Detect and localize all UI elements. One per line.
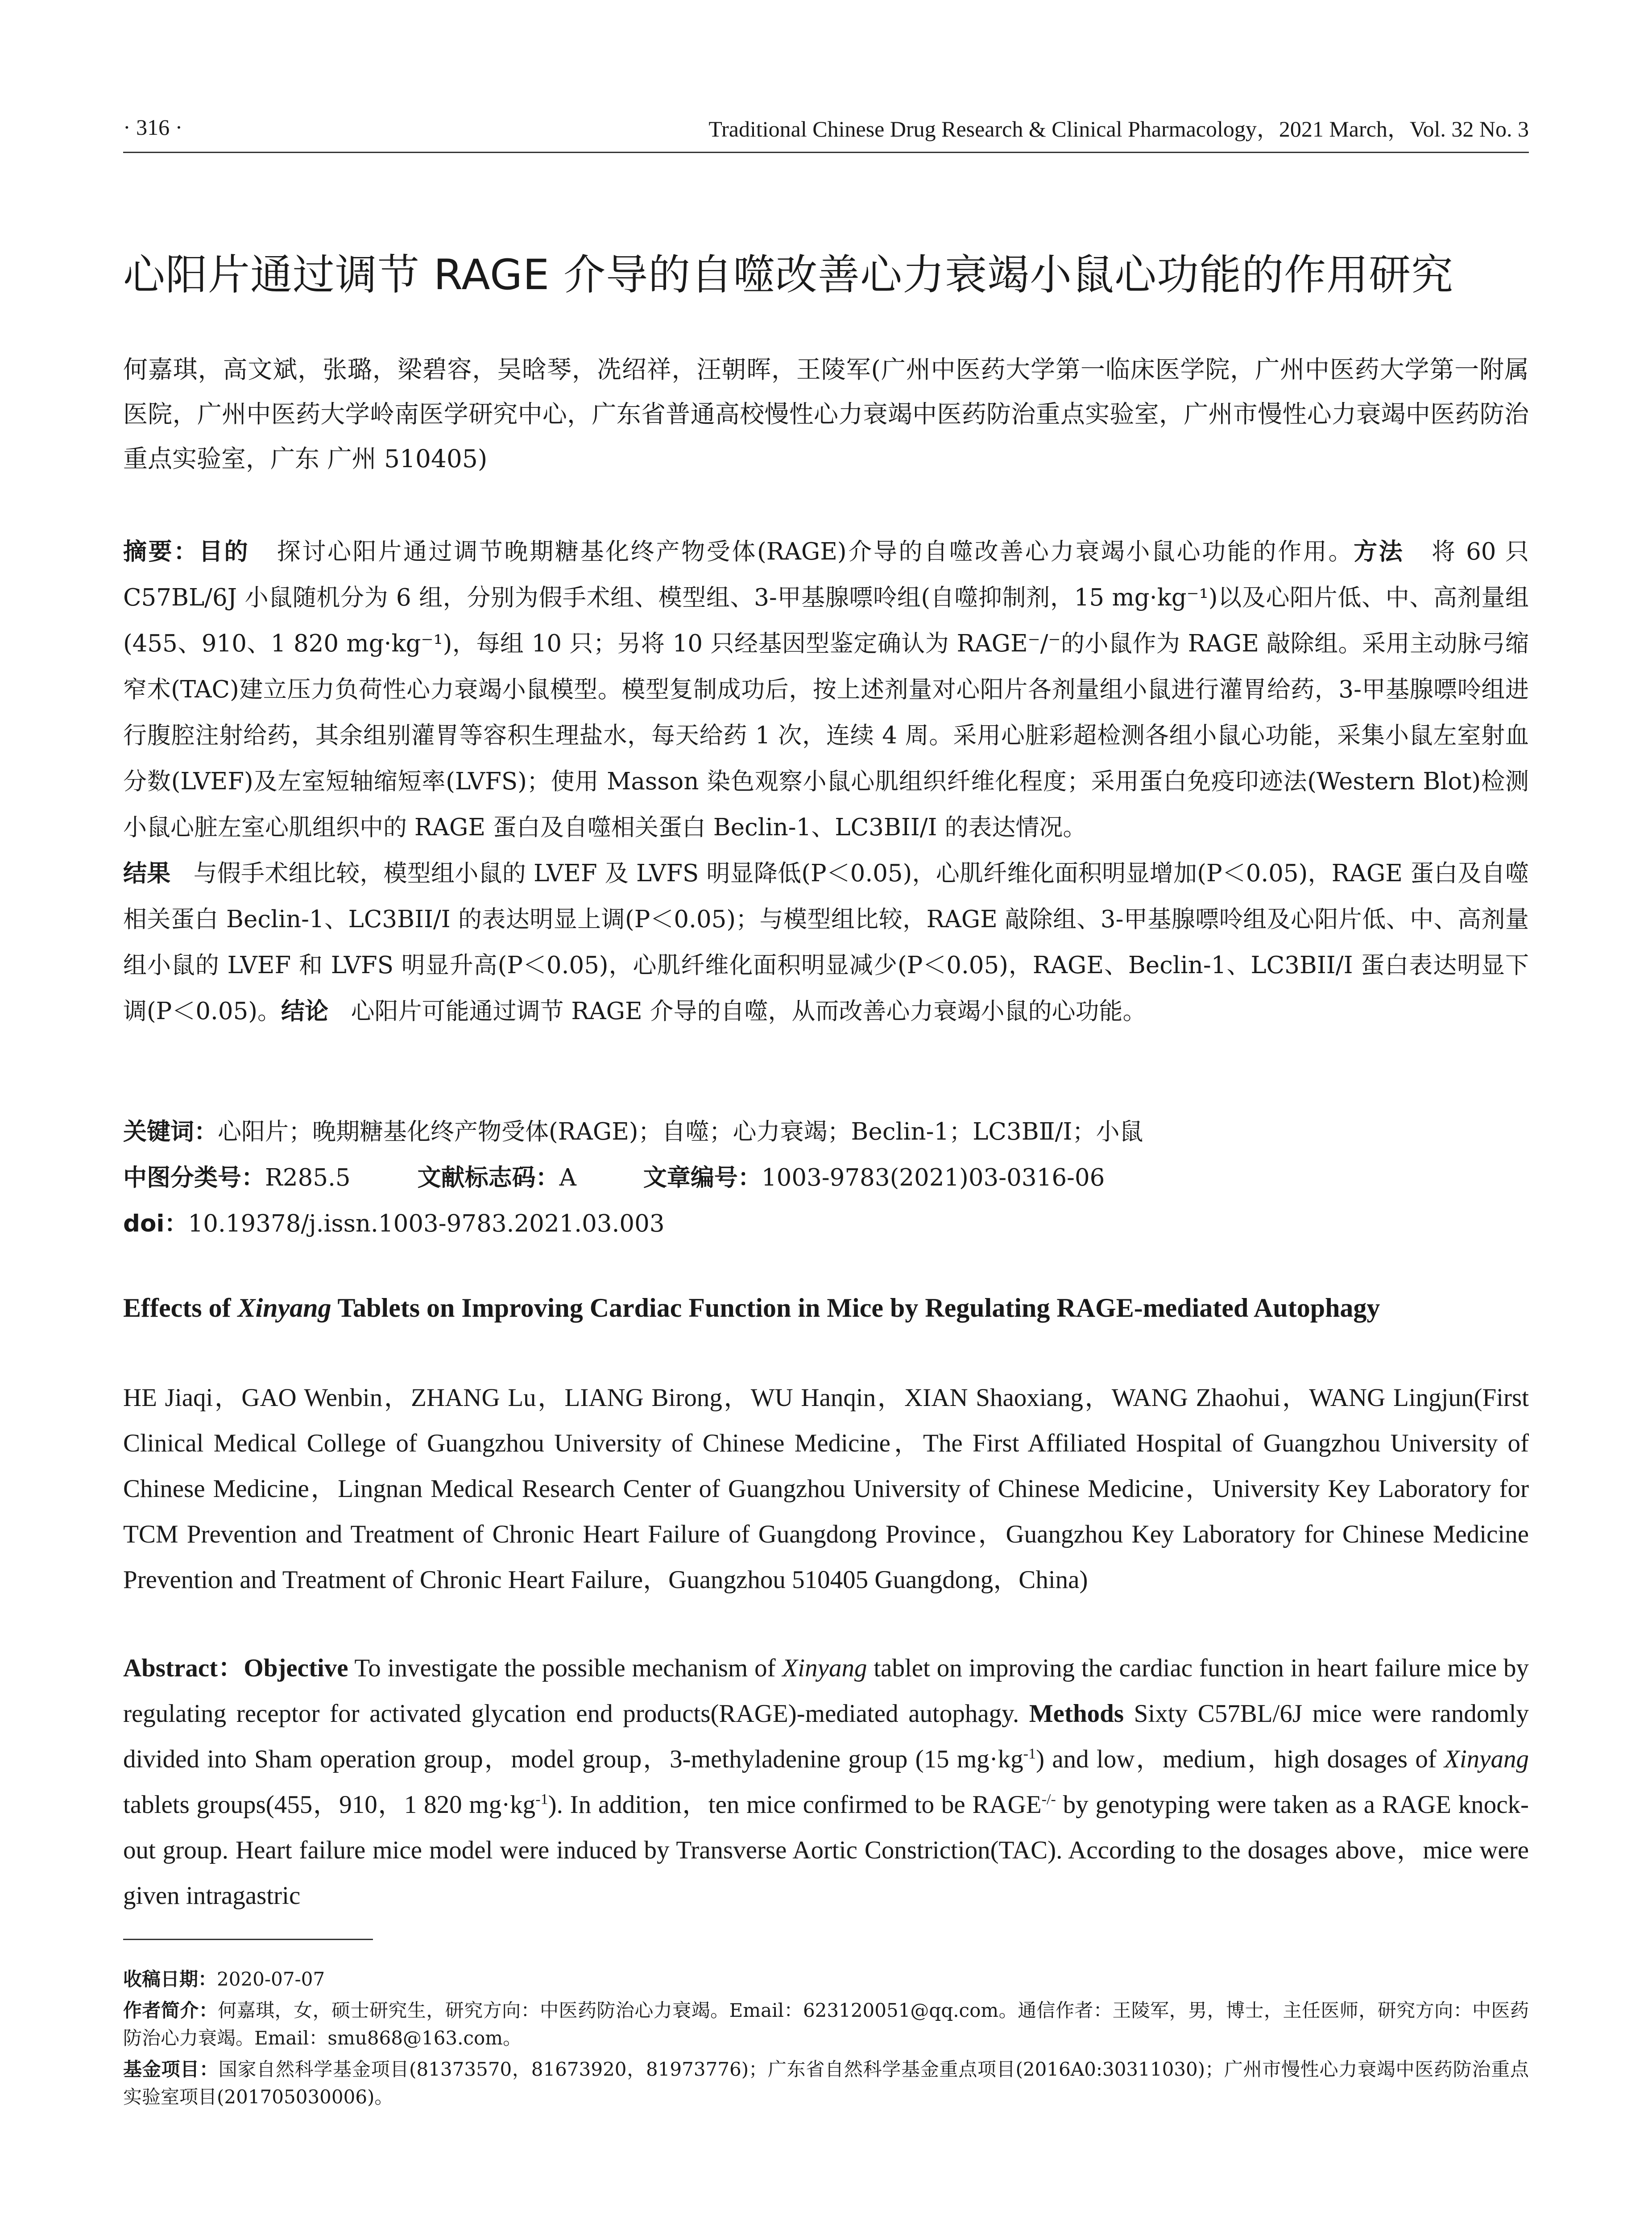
clc-value: R285.5 (265, 1164, 351, 1191)
classification-line (123, 1155, 1529, 1201)
authors-affiliations-cn: 何嘉琪，高文斌，张璐，梁碧容，吴晗琴，冼绍祥，汪朝晖，王陵军(广州中医药大学第一临床医学院，广州中医药大学第一附属医院，广州中医药大学岭南医学研究中心，广东省普通高校慢性心力衰竭中医药防治重点实验室，广州市慢性心力衰竭中医药防治重点实验室，广东 广州 510405) (123, 355, 1529, 473)
conclusion-text: 心阳片可能通过调节 RAGE 介导的自噬，从而改善心力衰竭小鼠的心功能。 (351, 998, 1147, 1025)
keywords-label: 关键词： (123, 1118, 218, 1145)
abstract-en-label: Abstract： (123, 1654, 244, 1682)
doi-label: doi： (123, 1210, 188, 1237)
abstract-en-text: tablets groups(455，910，1 820 mg·kg (123, 1791, 536, 1819)
funding-label: 基金项目： (123, 2058, 219, 2080)
superscript: -1 (535, 1791, 548, 1808)
title-en-part: Tablets on Improving Cardiac Function in Mice by Regulating RAGE-mediated Autophagy (331, 1293, 1380, 1323)
abstract-en (123, 1646, 1529, 1919)
abstract-en-text: tablet on improving the cardiac function in heart failure mice by regulating receptor for activated glycation end products(RAGE)-mediated autophagy. (123, 1654, 1529, 1728)
objective-text: 探讨心阳片通过调节晚期糖基化终产物受体(RAGE)介导的自噬改善心力衰竭小鼠心功能的作用。 (277, 538, 1354, 565)
abstract-en-text: Sixty C57BL/6J mice were randomly divided into Sham operation group，model group，3-methyladenine group (15 mg·kg (123, 1700, 1529, 1773)
keywords-text: 心阳片；晚期糖基化终产物受体(RAGE)；自噬；心力衰竭；Beclin-1；LC3BⅡ/Ⅰ；小鼠 (218, 1118, 1143, 1145)
author-bio (123, 1997, 1529, 2052)
methods-text: 将 60 只 C57BL/6J 小鼠随机分为 6 组，分别为假手术组、模型组、3-甲基腺嘌呤组(自噬抑制剂，15 mg·kg⁻¹)以及心阳片低、中、高剂量组(455、910、1 820 mg·kg⁻¹)，每组 10 只；另将 10 只经基因型鉴定确认为 RAGE⁻/⁻的小鼠作为 RAGE 敲除组。采用主动脉弓缩窄术(TAC)建立压力负荷性心力衰竭小鼠模型。模型复制成功后，按上述剂量对心阳片各剂量组小鼠进行灌胃给药，3-甲基腺嘌呤组进行腹腔注射给药，其余组别灌胃等容积生理盐水，每天给药 1 次，连续 4 周。采用心脏彩超检测各组小鼠心功能，采集小鼠左室射血分数(LVEF)及左室短轴缩短率(LVFS)；使用 Masson 染色观察小鼠心肌组织纤维化程度；采用蛋白免疫印迹法(Western Blot)检测小鼠心脏左室心肌组织中的 RAGE 蛋白及自噬相关蛋白 Beclin-1、LC3BII/I 的表达情况。 (123, 538, 1529, 841)
paper-title-en (123, 1285, 1529, 1331)
article-number-value: 1003-9783(2021)03-0316-06 (761, 1164, 1105, 1191)
journal-citation: Traditional Chinese Drug Research & Clinical Pharmacology，2021 March，Vol. 32 No. 3 (708, 116, 1529, 141)
methods-label: 方法 (1354, 538, 1404, 565)
results-label: 结果 (123, 860, 171, 887)
authors-affiliations-en: HE Jiaqi，GAO Wenbin，ZHANG Lu，LIANG Birong，WU Hanqin，XIAN Shaoxiang，WANG Zhaohui，WANG Lingjun(First Clinical Medical College of Guangzhou University of Chinese Medicine，The First Affiliated Hospital of Guangzhou University of Chinese Medicine，Lingnan Medical Research Center of Guangzhou University of Chinese Medicine，University Key Laboratory for TCM Prevention and Treatment of Chronic Heart Failure of Guangdong Province，Guangzhou Key Laboratory for Chinese Medicine Prevention and Treatment of Chronic Heart Failure，Guangzhou 510405 Guangdong，China) (123, 1384, 1529, 1594)
methods-en-label: Methods (1029, 1700, 1124, 1728)
funding (123, 2056, 1529, 2111)
author-bio-text: 何嘉琪，女，硕士研究生，研究方向：中医药防治心力衰竭。Email：623120051@qq.com。通信作者：王陵军，男，博士，主任医师，研究方向：中医药防治心力衰竭。Email：smu868@163.com。 (123, 1999, 1529, 2049)
author-bio-label: 作者简介： (123, 1999, 218, 2021)
received-value: 2020-07-07 (217, 1968, 325, 1990)
results-text: 与假手术组比较，模型组小鼠的 LVEF 及 LVFS 明显降低(P＜0.05)，心肌纤维化面积明显增加(P＜0.05)，RAGE 蛋白及自噬相关蛋白 Beclin-1、LC3BII/I 的表达明显上调(P＜0.05)；与模型组比较，RAGE 敲除组、3-甲基腺嘌呤组及心阳片低、中、高剂量组小鼠的 LVEF 和 LVFS 明显升高(P＜0.05)，心肌纤维化面积明显减少(P＜0.05)，RAGE、Beclin-1、LC3BII/I 蛋白表达明显下调(P＜0.05)。 (123, 860, 1529, 1025)
abstract-en-text: To investigate the possible mechanism of (348, 1654, 783, 1682)
keywords (123, 1109, 1529, 1155)
running-header (123, 109, 1529, 145)
footnotes (123, 1966, 1529, 2115)
clc-label: 中图分类号： (123, 1164, 265, 1191)
header-divider (123, 152, 1529, 153)
abstract-en-text: ) and low，medium，high dosages of (1036, 1745, 1445, 1773)
objective-label: 目的 (199, 538, 250, 565)
paper-title-cn: 心阳片通过调节 RAGE 介导的自噬改善心力衰竭小鼠心功能的作用研究 (123, 251, 1454, 299)
abstract-cn (123, 529, 1529, 1034)
received-date (123, 1966, 1529, 1993)
funding-text: 国家自然科学基金项目(81373570，81673920，81973776)；广东省自然科学基金重点项目(2016A0:30311030)；广州市慢性心力衰竭中医药防治重点实验室项目(201705030006)。 (123, 2058, 1529, 2108)
doc-code-value: A (559, 1164, 576, 1191)
abstract-en-text: ). In addition，ten mice confirmed to be RAGE (548, 1791, 1042, 1819)
abstract-en-italic: Xinyang (782, 1654, 867, 1682)
page-number: · 316 · (123, 115, 183, 140)
abstract-en-italic: Xinyang (1444, 1745, 1529, 1773)
title-en-part: Effects of (123, 1293, 238, 1323)
title-en-italic: Xinyang (237, 1293, 331, 1323)
doi-value: 10.19378/j.issn.1003-9783.2021.03.003 (188, 1210, 665, 1237)
superscript: -/- (1041, 1791, 1056, 1808)
abstract-en-text: by genotyping were taken as a RAGE knock-out group. Heart failure mice model were induced by Transverse Aortic Constriction(TAC). According to the dosages above，mice were given intragastric (123, 1791, 1529, 1910)
abstract-label: 摘要： (123, 538, 199, 565)
footnote-divider (123, 1939, 373, 1940)
doc-code-label: 文献标志码： (417, 1164, 559, 1191)
conclusion-label: 结论 (281, 998, 329, 1025)
article-number-label: 文章编号： (643, 1164, 762, 1191)
superscript: -1 (1023, 1746, 1036, 1762)
received-label: 收稿日期： (123, 1968, 217, 1990)
doi-line (123, 1201, 1529, 1247)
objective-en-label: Objective (244, 1654, 348, 1682)
